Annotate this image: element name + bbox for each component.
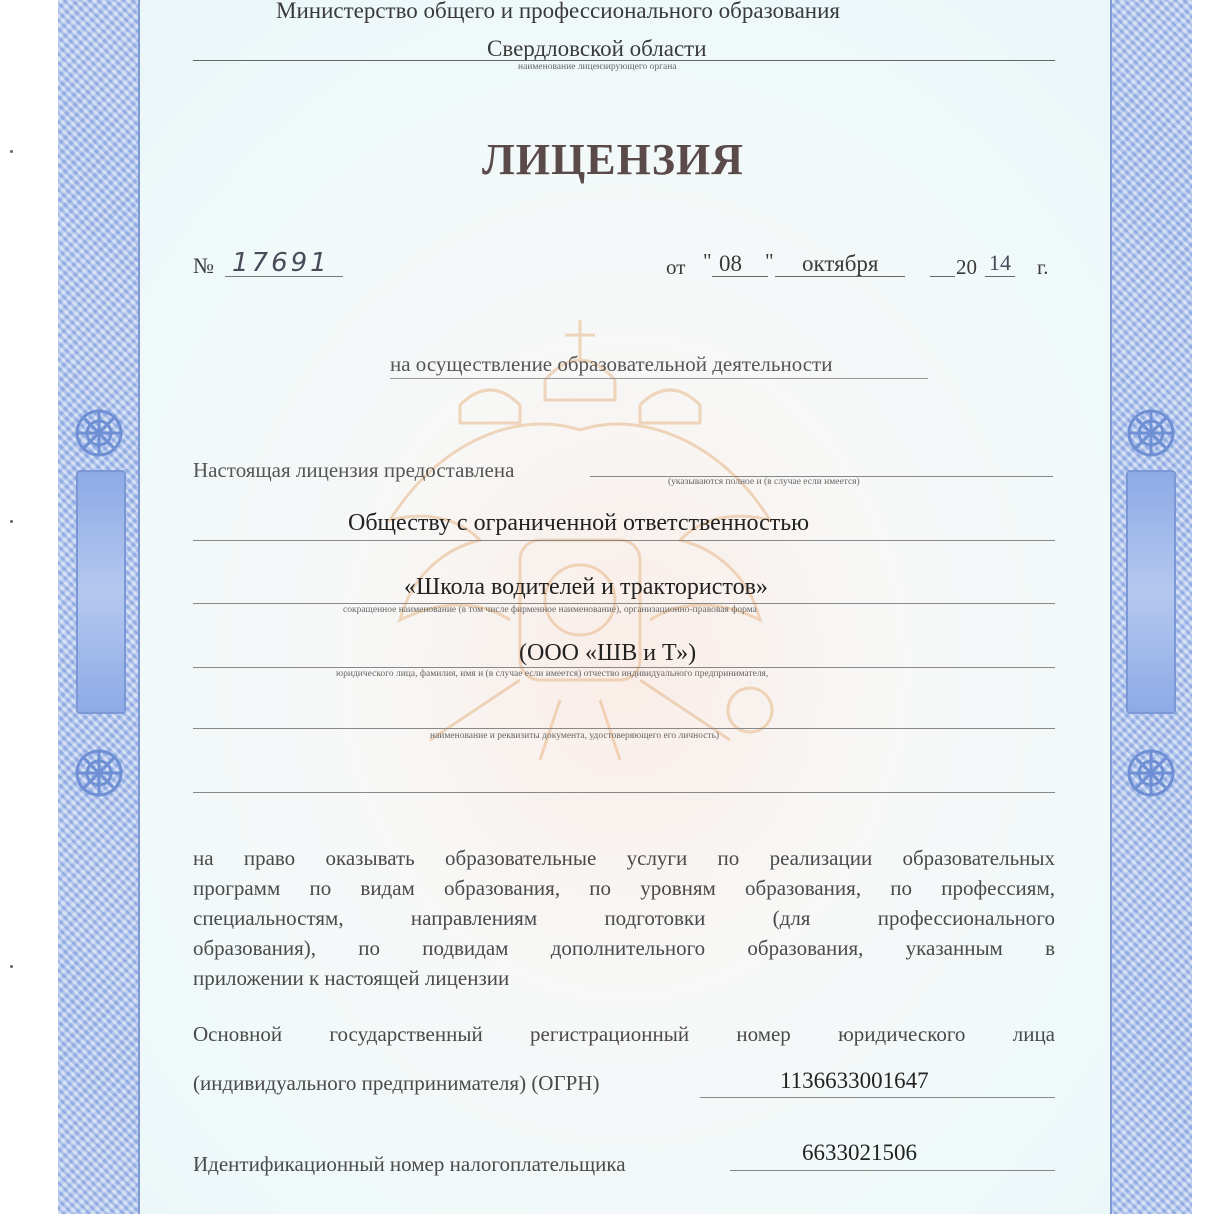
grantee-name-line2: «Школа водителей и трактористов» [404,574,768,600]
knot-ornament-icon [66,400,132,466]
date-year-prefix: 20 [956,255,977,279]
grantee-short-name: (ООО «ШВ и Т») [519,640,697,666]
inn-value: 6633021506 [802,1140,917,1165]
rights-line: приложении к настоящей лицензии [193,966,510,990]
right-side-panel [1126,470,1176,714]
knot-ornament-icon [1118,740,1184,806]
short-name-underline [193,667,1055,668]
date-month: октября [802,251,879,276]
rights-paragraph [193,843,1055,993]
license-number: 17691 [232,248,330,278]
scan-speck [10,520,13,523]
date-year-unit: г. [1037,255,1049,279]
authority-name-line1: Министерство общего и профессионального образования [276,0,840,23]
grantee-caption-1: (указываются полное и (в случае если имеется) [668,477,860,487]
right-ornamental-border [1110,0,1192,1214]
rights-line: программ по видам образования, по уровням образования, по профессиям, [193,876,1055,900]
authority-name-line2: Свердловской области [487,36,707,61]
license-purpose: на осуществление образовательной деятельности [390,352,833,376]
blank-line-2 [193,792,1055,793]
number-underline [225,276,343,277]
date-close-quote: " [765,249,774,273]
scan-speck [10,965,13,968]
authority-caption: наименование лицензирующего органа [518,62,677,72]
year-lead-underline [930,276,955,277]
left-side-panel [76,470,126,714]
ogrn-label-line1: Основной государственный регистрационный номер юридического лица [193,1022,1055,1046]
grantee-caption-3: юридического лица, фамилия, имя и (в случае если имеется) отчество индивидуального предпринимателя, [336,669,769,679]
ogrn-value: 1136633001647 [780,1068,929,1093]
grantee-caption-4: наименование и реквизиты документа, удостоверяющего его личность) [430,731,720,741]
inn-underline [730,1170,1055,1171]
rights-line: на право оказывать образовательные услуги по реализации образовательных [193,846,1055,870]
document-title: ЛИЦЕНЗИЯ [482,135,745,184]
grantee-line1-underline [193,540,1055,541]
left-ornamental-border [58,0,140,1214]
rights-line: образования), по подвидам дополнительного образования, указанным в [193,936,1055,960]
inn-label: Идентификационный номер налогоплательщика [193,1152,626,1176]
date-year-suffix: 14 [989,250,1011,275]
knot-ornament-icon [66,740,132,806]
grantee-line2-underline [193,603,1055,604]
ogrn-underline [700,1097,1055,1098]
date-open-quote: " [703,249,712,273]
month-underline [775,276,905,277]
ogrn-label-line2: (индивидуального предпринимателя) (ОГРН) [193,1071,600,1095]
date-prefix: от [666,255,686,279]
license-number-prefix: № [193,253,214,278]
date-day: 08 [719,251,742,276]
grantee-label: Настоящая лицензия предоставлена [193,458,515,482]
day-underline [712,276,768,277]
blank-line-1 [193,728,1055,729]
year-underline [985,276,1015,277]
grantee-name-line1: Обществу с ограниченной ответственностью [348,510,810,536]
grantee-caption-2: сокращенное наименование (в том числе фирменное наименование), организационно-правовая форма [343,605,757,615]
purpose-underline [390,378,928,379]
knot-ornament-icon [1118,400,1184,466]
scan-speck [10,150,13,153]
coat-of-arms-watermark-icon [330,310,833,790]
authority-underline [193,60,1055,61]
rights-line: специальностям, направлениям подготовки (для профессионального [193,906,1055,930]
